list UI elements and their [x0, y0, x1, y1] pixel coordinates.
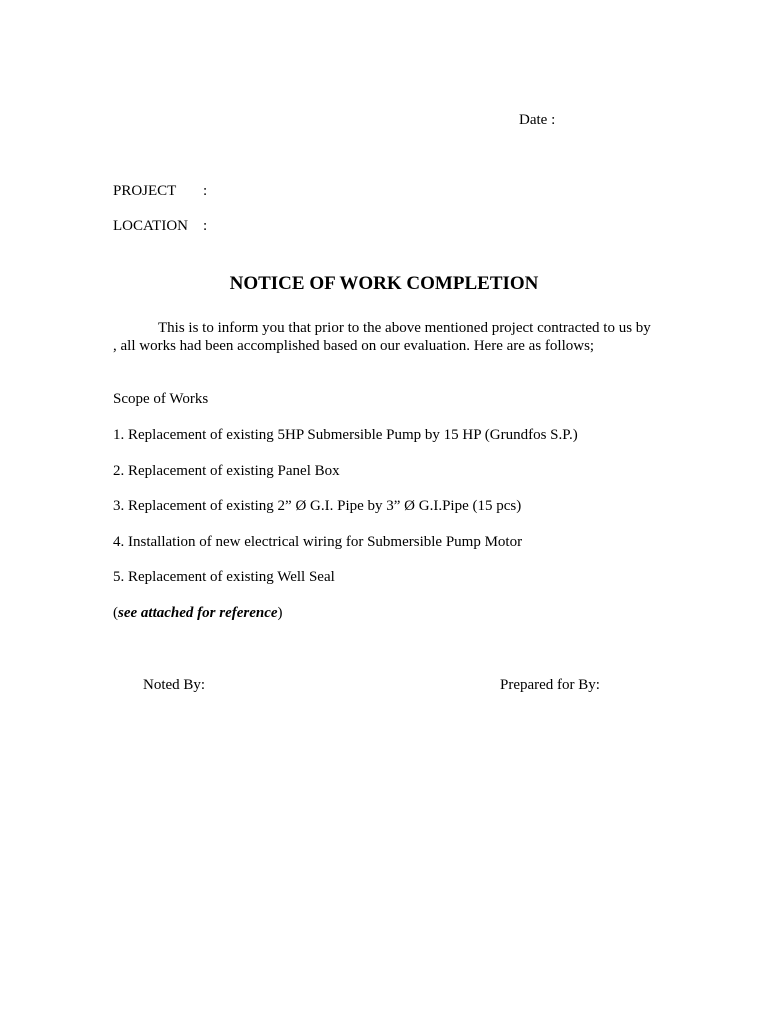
scope-item: 3. Replacement of existing 2” Ø G.I. Pipe by 3” Ø G.I.Pipe (15 pcs)	[113, 498, 522, 515]
scope-item: 5. Replacement of existing Well Seal	[113, 569, 335, 586]
prepared-by-label: Prepared for By:	[500, 677, 600, 693]
reference-text: see attached for reference	[118, 605, 278, 621]
scope-item: 1. Replacement of existing 5HP Submersible Pump by 15 HP (Grundfos S.P.)	[113, 427, 578, 443]
project-separator: :	[203, 183, 208, 199]
location-field	[113, 217, 207, 235]
noted-by-label: Noted By:	[143, 677, 206, 693]
scope-item: 4. Installation of new electrical wiring for Submersible Pump Motor	[113, 533, 523, 550]
scope-list	[113, 426, 578, 604]
reference-open-paren: (	[113, 605, 118, 621]
location-separator: :	[203, 218, 208, 234]
scope-heading: Scope of Works	[113, 391, 209, 407]
reference-note	[113, 604, 283, 622]
body-line-2: , all works had been accomplished based on our evaluation. Here are as follows;	[113, 338, 595, 354]
date-label: Date :	[519, 112, 556, 128]
document-title: NOTICE OF WORK COMPLETION	[229, 273, 539, 294]
reference-close-paren: )	[277, 605, 283, 621]
project-field	[113, 182, 207, 200]
location-label: LOCATION	[113, 218, 188, 234]
scope-item: 2. Replacement of existing Panel Box	[113, 462, 340, 479]
body-paragraph	[113, 319, 658, 355]
body-line-1: This is to inform you that prior to the above mentioned project contracted to us by	[158, 320, 651, 336]
project-label: PROJECT	[113, 183, 177, 199]
